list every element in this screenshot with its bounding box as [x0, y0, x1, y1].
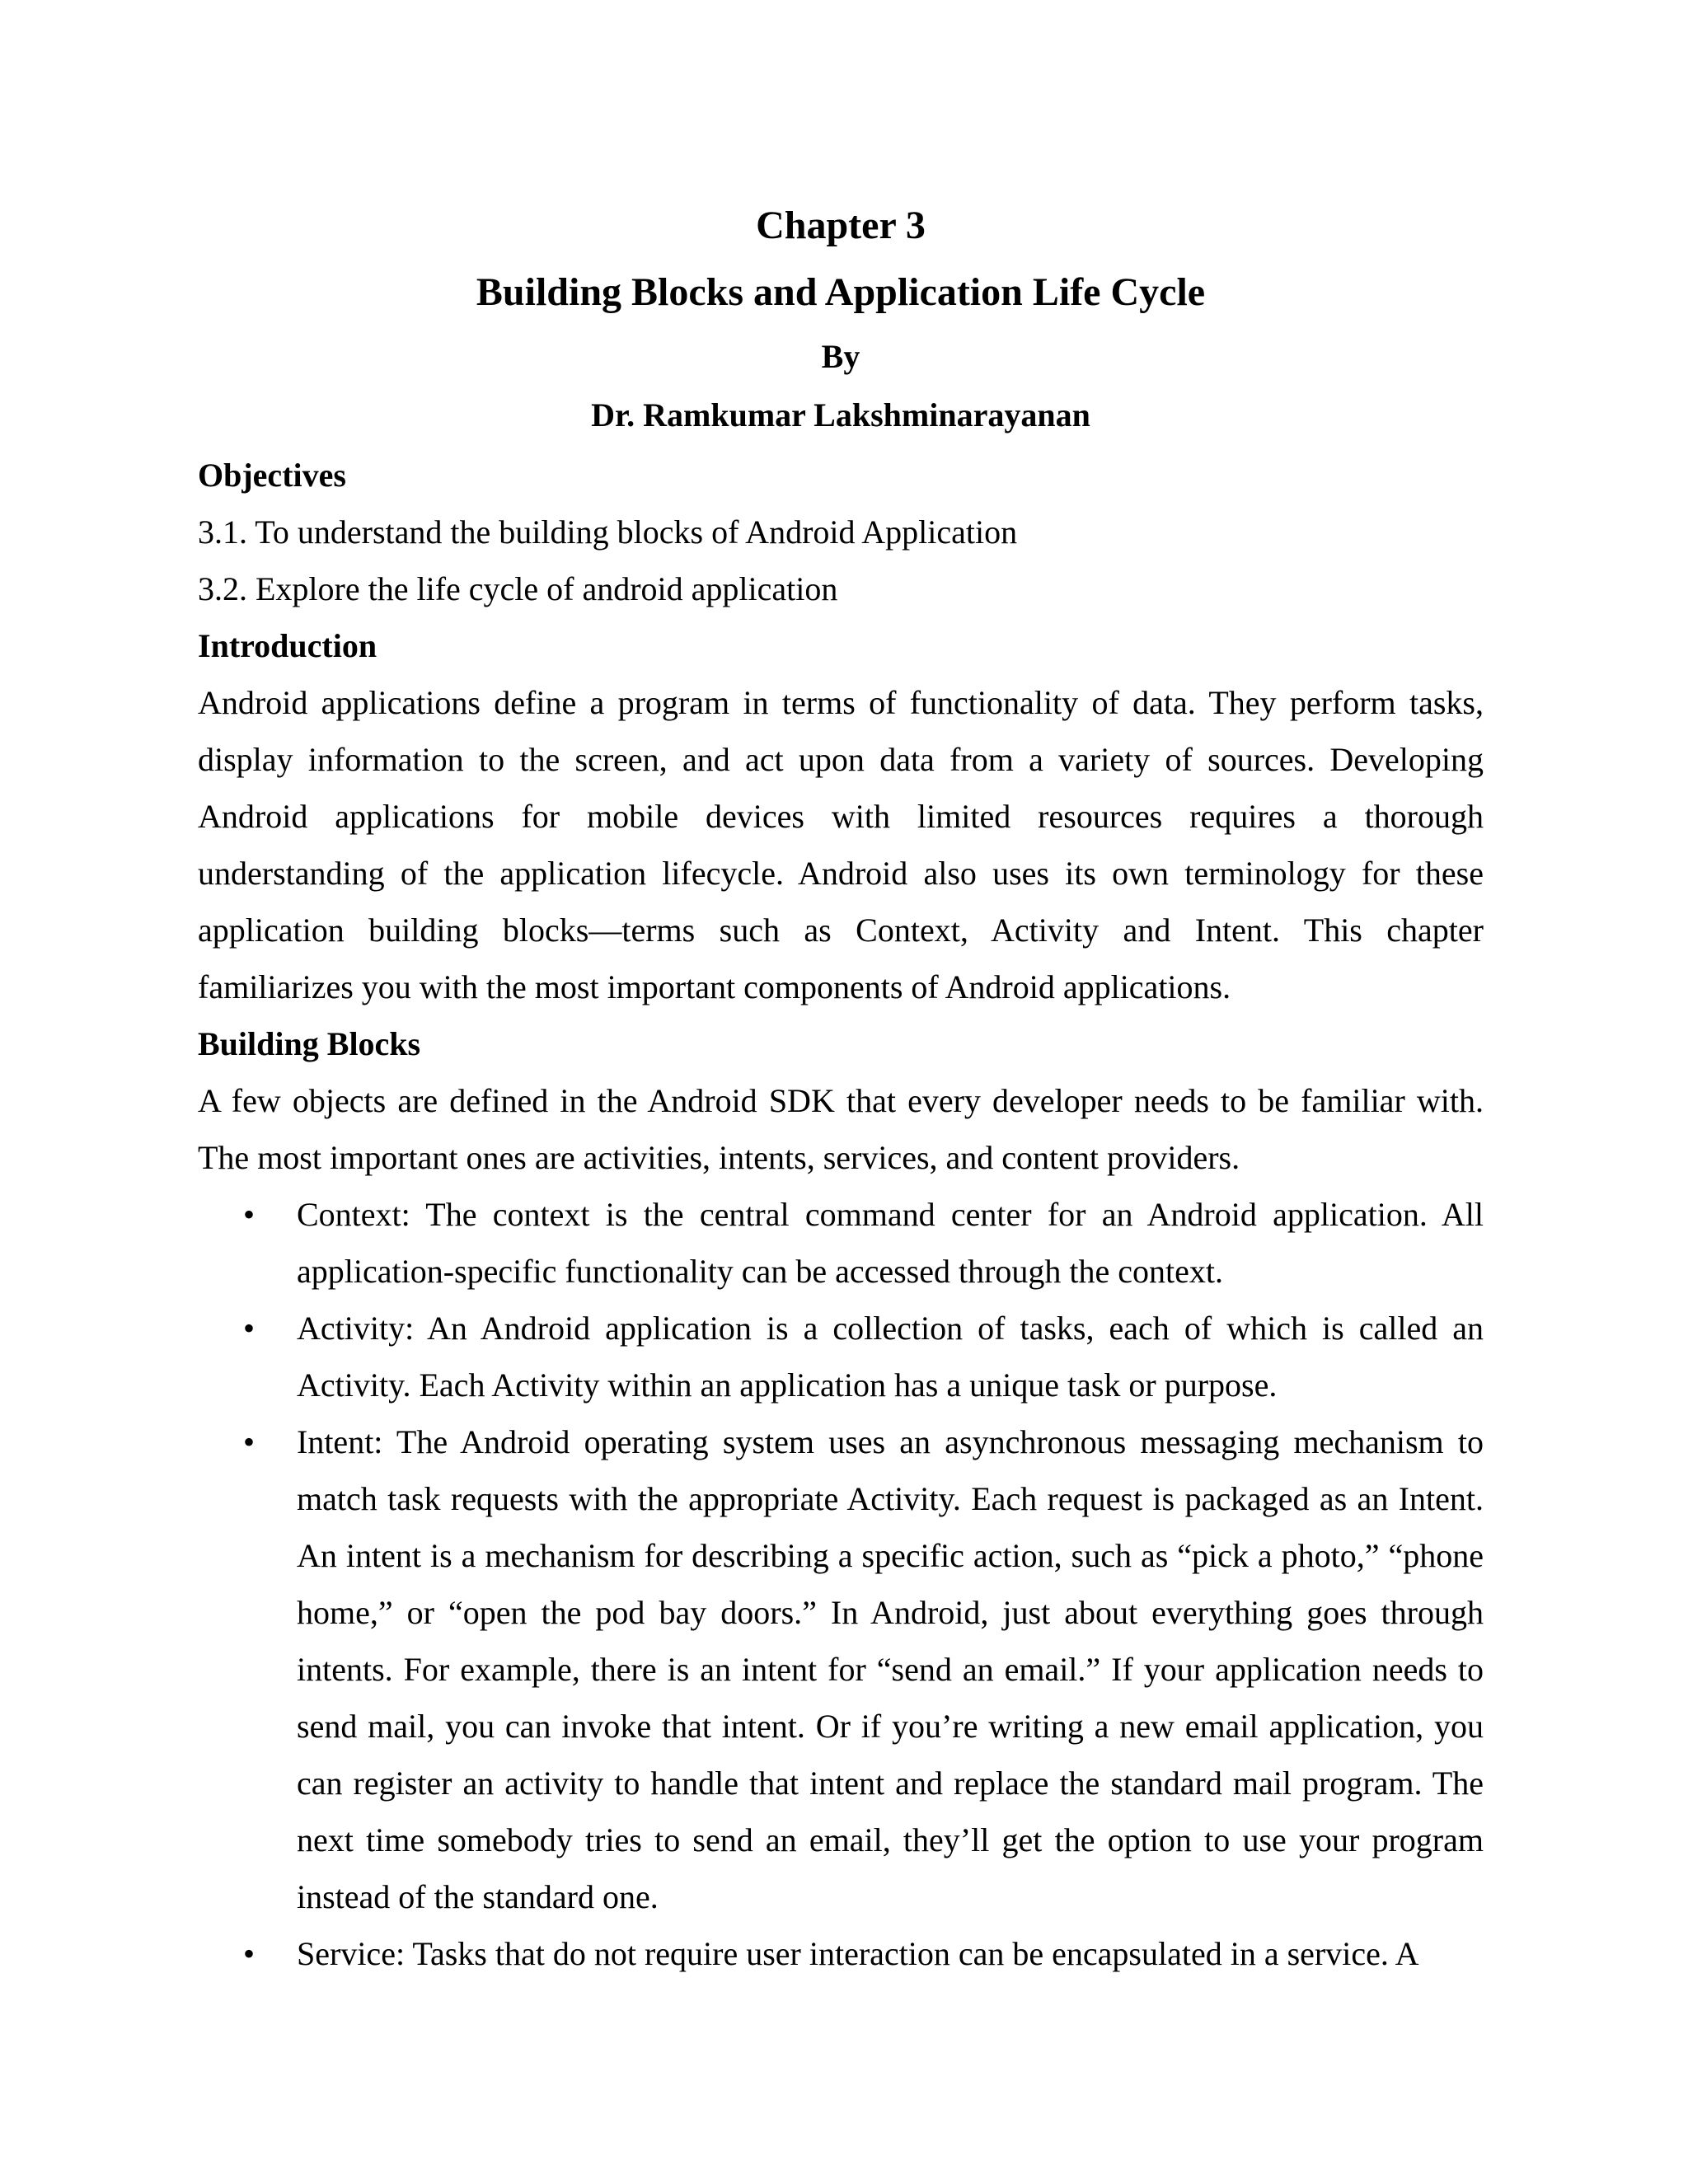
- list-item-text: Service: Tasks that do not require user interaction can be encapsulated in a service. A: [297, 1935, 1419, 1972]
- list-item-context: [198, 1186, 1484, 1300]
- objective-item: 3.1. To understand the building blocks of Android Application: [198, 513, 1018, 551]
- list-item-text: Context: The context is the central command center for an Android application. All application-specific functionality can be accessed through the context.: [297, 1196, 1484, 1290]
- page-content: [198, 191, 1484, 1982]
- chapter-number: Chapter 3: [756, 204, 926, 247]
- list-item-text: Activity: An Android application is a collection of tasks, each of which is called an Activity. Each Activity within an application has a unique task or purpose.: [297, 1310, 1484, 1404]
- list-item-intent: [198, 1413, 1484, 1925]
- bullet-icon: •: [243, 1310, 256, 1347]
- building-blocks-list: [198, 1186, 1484, 1982]
- introduction-paragraph: Android applications define a program in terms of functionality of data. They perform tasks, display information to the screen, and act upon data from a variety of sources. Developing Android applications for mobile devices with limited resources requires a thorough understanding of the application lifecycle. Android also uses its own terminology for these application building blocks—terms such as Context, Activity and Intent. This chapter familiarizes you with the most important components of Android applications.: [198, 684, 1484, 1005]
- list-item-activity: [198, 1300, 1484, 1413]
- building-blocks-paragraph: A few objects are defined in the Android SDK that every developer needs to be familiar with. The most important ones are activities, intents, services, and content providers.: [198, 1082, 1484, 1176]
- by-line: By: [821, 338, 860, 375]
- author-name: Dr. Ramkumar Lakshminarayanan: [591, 396, 1090, 434]
- bullet-icon: •: [243, 1196, 256, 1233]
- objectives-heading: Objectives: [198, 457, 346, 494]
- list-item-service: [198, 1925, 1484, 1982]
- bullet-icon: •: [243, 1423, 256, 1460]
- introduction-heading: Introduction: [198, 627, 377, 664]
- chapter-title: Building Blocks and Application Life Cycle: [476, 270, 1206, 314]
- building-blocks-heading: Building Blocks: [198, 1025, 421, 1062]
- list-item-text: Intent: The Android operating system uses an asynchronous messaging mechanism to match task requests with the appropriate Activity. Each request is packaged as an Intent. An intent is a mechanism for describing a specific action, such as “pick a photo,” “phone home,” or “open the pod bay doors.” In Android, just about everything goes through intents. For example, there is an intent for “send an email.” If your application needs to send mail, you can invoke that intent. Or if you’re writing a new email application, you can register an activity to handle that intent and replace the standard mail program. The next time somebody tries to send an email, they’ll get the option to use your program instead of the standard one.: [297, 1423, 1484, 1915]
- bullet-icon: •: [243, 1935, 256, 1972]
- objective-item: 3.2. Explore the life cycle of android application: [198, 570, 838, 607]
